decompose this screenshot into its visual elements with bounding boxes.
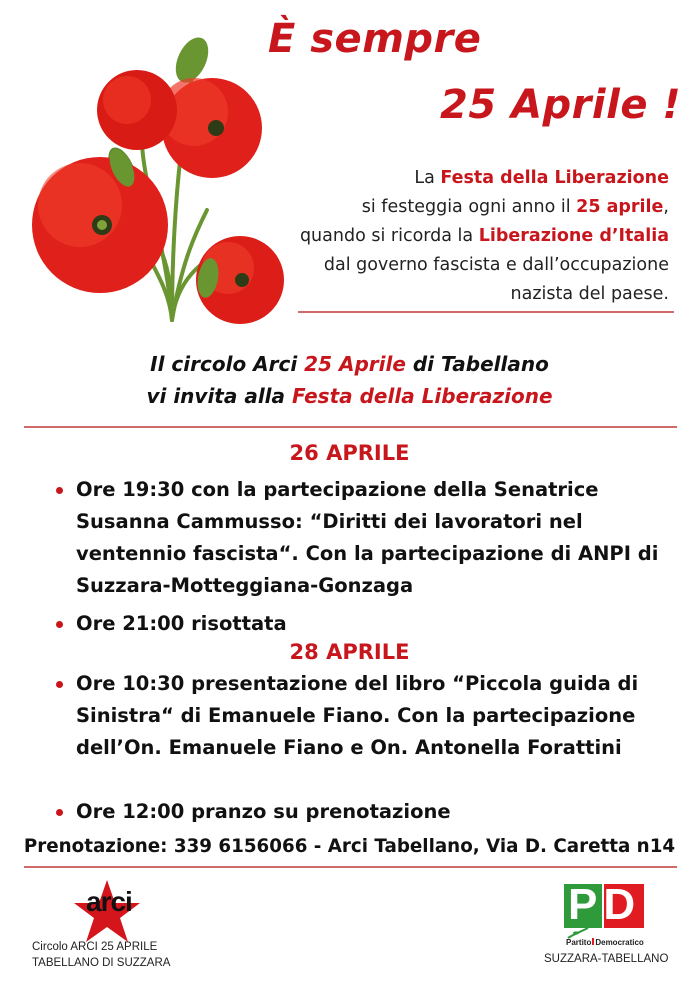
invite-festa: Festa della Liberazione [292,384,553,408]
arci-caption-2: TABELLANO DI SUZZARA [32,957,171,969]
list-item: Ore 21:00 risottata [76,608,666,640]
invite-circolo-name: 25 Aprile [304,352,406,376]
intro-highlight-liberazione: Liberazione d’Italia [478,226,669,246]
list-item: Ore 10:30 presentazione del libro “Piccola guida di Sinistra“ di Emanuele Fiano. Con la partecipazione dell’On. Emanuele Fiano e On. Antonella Forattini [76,668,666,764]
list-item: Ore 19:30 con la partecipazione della Senatrice Susanna Cammusso: “Diritti dei lavoratori nel ventennio fascista“. Con la partecipazione di ANPI di Suzzara-Motteggiana-Gonzaga [76,474,666,602]
intro-divider [298,311,674,313]
bullet-icon [56,487,63,494]
day-heading-26: 26 APRILE [289,441,410,465]
arci-caption-1: Circolo ARCI 25 APRILE [32,941,158,953]
arci-logo [26,876,226,986]
bullet-icon [56,621,63,628]
day-heading-28: 28 APRILE [289,640,410,664]
pd-caption: SUZZARA-TABELLANO [544,953,669,965]
list-item: Ore 12:00 pranzo su prenotazione [76,796,666,828]
bullet-icon [56,809,63,816]
bullet-icon [56,681,63,688]
booking-contact: Prenotazione: 339 6156066 - Arci Tabellano, Via D. Caretta n14 [23,836,676,857]
footer-divider [24,866,677,868]
title-line-1: È sempre [268,16,482,62]
intro-paragraph: La Festa della Liberazione si festeggia ogni anno il 25 aprile, quando si ricorda la Liberazione d’Italia dal governo fascista e dall’occupazione nazista del paese. [299,168,669,304]
intro-highlight-date: 25 aprile [576,197,664,217]
invitation: Il circolo Arci 25 Aprile di Tabellano vi invita alla Festa della Liberazione [146,352,553,408]
pd-logo [530,880,680,984]
program-divider [24,426,677,428]
pd-mark: PD [564,884,644,928]
title-line-2: 25 Aprile ! [440,82,682,128]
intro-highlight-festa: Festa della Liberazione [440,168,669,188]
arci-wordmark: arci [86,886,132,917]
pd-name: Partito Democratico [566,938,644,947]
